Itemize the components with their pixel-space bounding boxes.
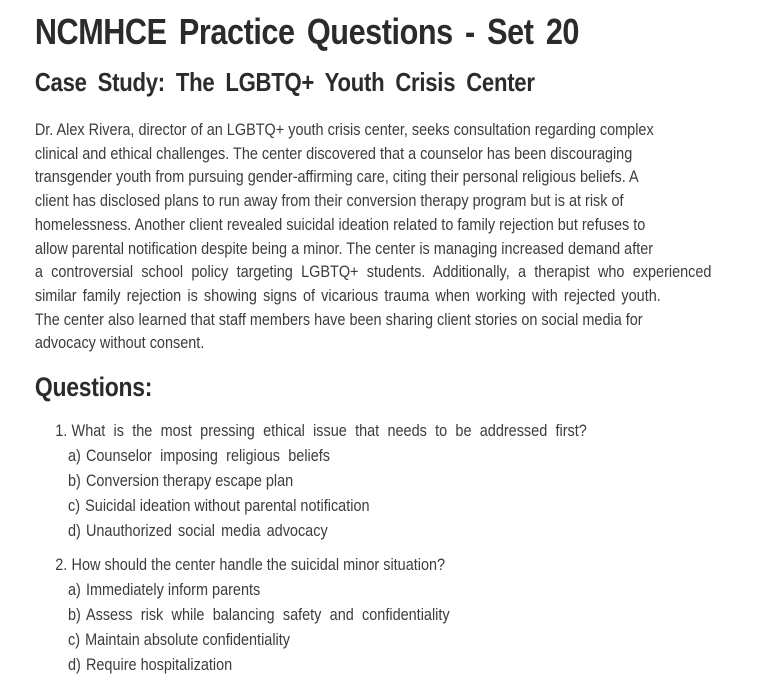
paragraph-line: allow parental notification despite being a minor. The center is managing increased demand after [34,238,654,258]
option-text: Require hospitalization [85,655,233,675]
paragraph-line: a controversial school policy targeting LGBTQ+ students. Additionally, a therapist who experienced [34,262,712,282]
answer-option [35,652,763,677]
paragraph-line: clinical and ethical challenges. The center discovered that a counselor has been discouraging [34,143,633,163]
paragraph-line: The center also learned that staff members have been sharing client stories on social media for [34,309,643,329]
question-number: 1. [55,421,68,441]
option-text: Counselor imposing religious beliefs [85,446,331,466]
question-number: 2. [55,555,68,575]
answer-option [35,602,763,627]
answer-option [35,577,763,602]
case-study-paragraph [35,118,763,355]
paragraph-line: similar family rejection is showing signs of vicarious trauma when working with rejected youth. [34,285,661,305]
question-text: What is the most pressing ethical issue that needs to be addressed first? [71,421,587,441]
questions-heading: Questions: [34,372,153,403]
case-study-heading: Case Study: The LGBTQ+ Youth Crisis Center [34,67,535,97]
option-label: d) [68,521,81,541]
option-text: Unauthorized social media advocacy [85,521,328,541]
page-title: NCMHCE Practice Questions - Set 20 [34,11,580,52]
option-label: a) [68,446,81,466]
option-label: a) [68,580,81,600]
answer-option [35,627,763,652]
option-text: Assess risk while balancing safety and confidentiality [85,605,450,625]
option-label: b) [68,471,81,491]
question-title [35,552,763,577]
paragraph-line: homelessness. Another client revealed suicidal ideation related to family rejection but refuses to [34,214,646,234]
question-text: How should the center handle the suicidal minor situation? [71,555,446,575]
option-label: c) [68,630,81,650]
answer-option [35,493,763,518]
answer-option [35,443,763,468]
question-title [35,418,763,443]
question-item [35,552,763,677]
option-text: Maintain absolute confidentiality [85,630,290,650]
option-label: c) [68,496,81,516]
paragraph-line: advocacy without consent. [34,333,205,353]
question-item [35,418,763,543]
option-text: Conversion therapy escape plan [85,471,294,491]
option-text: Immediately inform parents [85,580,261,600]
answer-option [35,468,763,493]
paragraph-line: client has disclosed plans to run away from their conversion therapy program but is at risk of [34,191,624,211]
paragraph-line: Dr. Alex Rivera, director of an LGBTQ+ youth crisis center, seeks consultation regarding complex [34,120,654,139]
option-label: d) [68,655,81,675]
questions-list [35,418,763,677]
answer-option [35,518,763,543]
option-text: Suicidal ideation without parental notification [85,496,370,516]
paragraph-line: transgender youth from pursuing gender-affirming care, citing their personal religious beliefs. A [34,167,639,187]
option-label: b) [68,605,81,625]
